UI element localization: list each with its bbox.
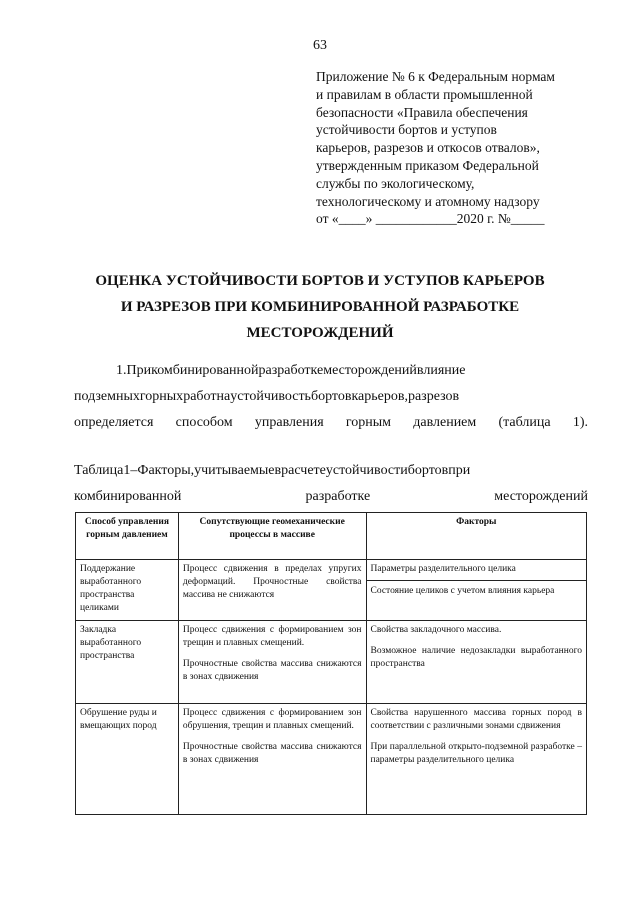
paragraph-1 xyxy=(74,358,588,436)
appendix-header xyxy=(316,68,596,228)
header-method: Способ управления горным давлением xyxy=(76,513,179,560)
title-line: И РАЗРЕЗОВ ПРИ КОМБИНИРОВАННОЙ РАЗРАБОТКЕ xyxy=(120,299,520,315)
factor-text: Состояние целиков с учетом влияния карьера xyxy=(370,586,555,596)
cell-method: Поддержание выработанного пространства целиками xyxy=(76,560,179,621)
appendix-line: утвержденным приказом Федеральной xyxy=(316,157,539,173)
word: на xyxy=(216,389,231,404)
paragraph-line xyxy=(74,358,588,384)
word: разработке xyxy=(258,363,324,378)
factor-text: Свойства нарушенного массива горных пород в соответствии с различными зонами сдвижения xyxy=(370,708,582,731)
word: карьеров, xyxy=(351,389,408,404)
document-title xyxy=(60,268,580,346)
cell-divider xyxy=(367,580,587,581)
factor-text: При параллельной открыто-подземной разработке – параметры разделительного целика xyxy=(370,742,582,765)
word: при xyxy=(448,463,471,478)
title-line: ОЦЕНКА УСТОЙЧИВОСТИ БОРТОВ И УСТУПОВ КАРЬЕРОВ xyxy=(95,273,545,289)
word: 1 xyxy=(123,463,131,478)
word: Факторы, xyxy=(137,463,195,478)
word: горных xyxy=(139,389,184,404)
cell-factors xyxy=(366,621,587,704)
table-header-row xyxy=(76,513,587,560)
process-text: Процесс сдвижения в пределах упругих деформаций. Прочностные свойства массива не снижаются xyxy=(182,564,362,600)
word: учитываемые xyxy=(194,463,275,478)
word: комбинированной xyxy=(151,363,259,378)
appendix-line: карьеров, разрезов и откосов отвалов», xyxy=(316,140,540,156)
process-text: Процесс сдвижения с формированием зон трещин и плавных смещений. xyxy=(182,625,362,648)
word: бортов xyxy=(407,463,449,478)
cell-method: Закладка выработанного пространства xyxy=(76,621,179,704)
cell-factors xyxy=(366,704,587,815)
process-text: Процесс сдвижения с формированием зон обрушения, трещин и плавных смещений. xyxy=(182,708,362,731)
factors-table xyxy=(75,512,587,815)
word: влияние xyxy=(416,363,466,378)
word: работ xyxy=(183,389,217,404)
paragraph-line xyxy=(74,384,588,410)
appendix-line: службы по экологическому, xyxy=(316,175,475,191)
appendix-line: устойчивости бортов и уступов xyxy=(316,122,497,138)
word: При xyxy=(126,363,152,378)
cell-method: Обрушение руды и вмещающих пород xyxy=(76,704,179,815)
word: расчете xyxy=(281,463,326,478)
factor-text: Возможное наличие недозакладки выработанного пространства xyxy=(370,646,582,669)
appendix-line: Приложение № 6 к Федеральным нормам xyxy=(316,69,555,84)
title-line: МЕСТОРОЖДЕНИЙ xyxy=(246,325,394,341)
word: месторождений xyxy=(323,363,417,378)
table-row xyxy=(76,621,587,704)
header-processes: Сопутствующие геомеханические процессы в массиве xyxy=(178,513,366,560)
cell-factors xyxy=(366,560,587,621)
cell-processes xyxy=(178,704,366,815)
appendix-line: от «____» ____________2020 г. №_____ xyxy=(316,211,545,227)
process-text: Прочностные свойства массива снижаются в зонах сдвижения xyxy=(182,742,362,765)
appendix-line: безопасности «Правила обеспечения xyxy=(316,104,528,120)
cell-processes xyxy=(178,560,366,621)
word: устойчивость xyxy=(230,389,311,404)
word: в xyxy=(274,463,282,478)
paragraph-line: определяется способом управления горным давлением (таблица 1). xyxy=(74,415,588,430)
header-factors: Факторы xyxy=(366,513,587,560)
cell-processes xyxy=(178,621,366,704)
table-caption xyxy=(74,458,588,510)
word: подземных xyxy=(74,389,140,404)
appendix-line: технологическому и атомному надзору xyxy=(316,193,540,209)
process-text: Прочностные свойства массива снижаются в зонах сдвижения xyxy=(182,659,362,682)
word: разрезов xyxy=(407,389,460,404)
page-number: 63 xyxy=(313,38,327,53)
word: Таблица xyxy=(74,463,124,478)
word: устойчивости xyxy=(325,463,408,478)
word: – xyxy=(130,463,138,478)
caption-line: комбинированной разработке месторождений xyxy=(74,489,588,504)
word: бортов xyxy=(310,389,352,404)
factor-text: Параметры разделительного целика xyxy=(370,564,516,574)
table-row xyxy=(76,704,587,815)
caption-line xyxy=(74,458,588,484)
word: 1. xyxy=(116,363,127,378)
table-row xyxy=(76,560,587,621)
appendix-line: и правилам в области промышленной xyxy=(316,86,533,102)
factor-text: Свойства закладочного массива. xyxy=(370,625,502,635)
